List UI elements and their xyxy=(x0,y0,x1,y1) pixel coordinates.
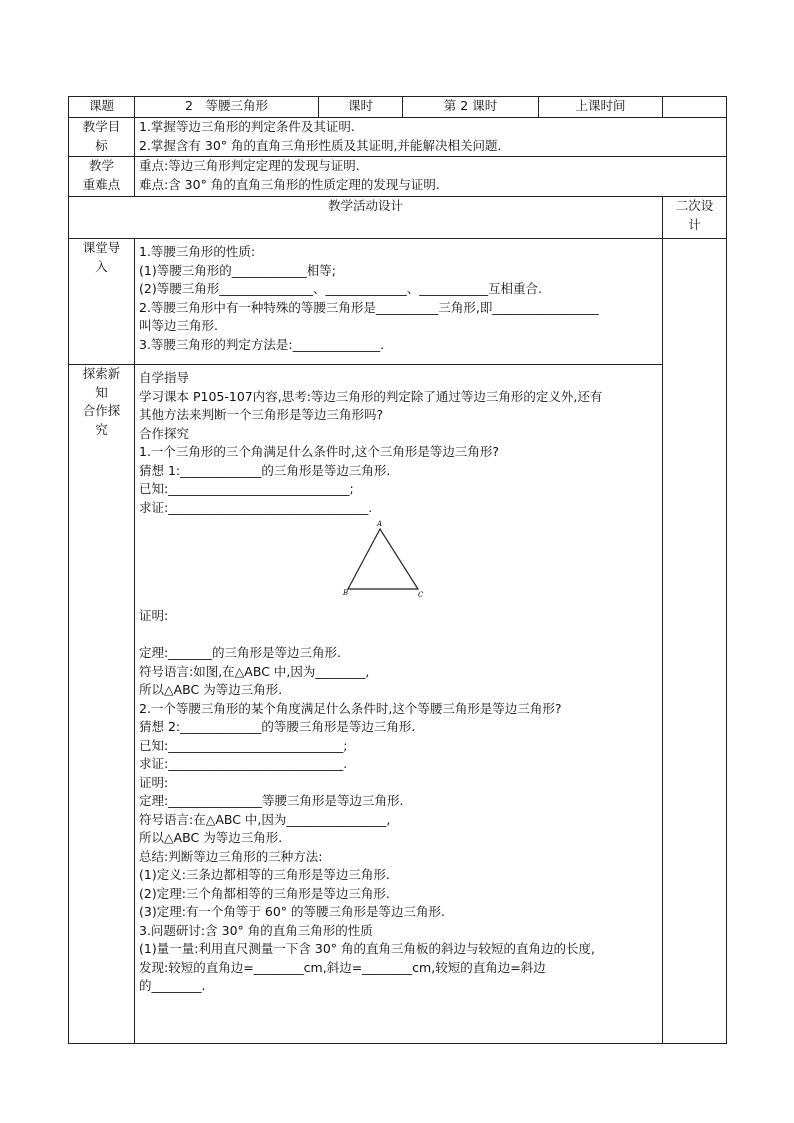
course-value: 2 等腰三角形 xyxy=(135,97,319,118)
design-header-row xyxy=(69,197,727,239)
key-points-label: 教学 重难点 xyxy=(69,157,135,197)
course-label: 课题 xyxy=(69,97,135,118)
design-title: 教学活动设计 xyxy=(69,197,663,239)
explore-label: 探索新 知 合作探 究 xyxy=(69,365,135,1044)
time-value xyxy=(663,97,727,118)
key-points-content: 重点:等边三角形判定定理的发现与证明. 难点:含 30° 角的直角三角形的性质定理的发现与证明. xyxy=(135,157,727,197)
hours-value: 第 2 课时 xyxy=(403,97,539,118)
explore-row xyxy=(69,365,727,1044)
vertex-c-label: C xyxy=(418,591,424,599)
header-row xyxy=(69,97,727,118)
second-design-cell xyxy=(663,239,727,1044)
objectives-row xyxy=(69,118,727,157)
objectives-label: 教学目 标 xyxy=(69,118,135,157)
lesson-plan-table xyxy=(68,96,727,1044)
key-points-row xyxy=(69,157,727,197)
intro-content: 1.等腰三角形的性质: (1)等腰三角形的____________相等; (2)等腰三角形_______________、_____________、___________互相重合. 2.等腰三角形中有一种特殊的等腰三角形是__________三角形,即_________________ 叫等边三角形. 3.等腰三角形的判定方法是:______________. xyxy=(135,239,663,365)
time-label: 上课时间 xyxy=(539,97,663,118)
objectives-content: 1.掌握等边三角形的判定条件及其证明. 2.掌握含有 30° 角的直角三角形性质及其证明,并能解决相关问题. xyxy=(135,118,727,157)
triangle-abc-figure xyxy=(344,517,434,599)
vertex-b-label: B xyxy=(343,589,349,597)
intro-label: 课堂导 入 xyxy=(69,239,135,365)
explore-content: 自学指导 学习课本 P105-107内容,思考:等边三角形的判定除了通过等边三角形的定义外,还有 其他方法来判断一个三角形是等边三角形吗? 合作探究 1.一个三角形的三个角满足什么条件时,这个三角形是等边三角形? 猜想 1:_____________的三角形是等边三角形. 已知:_____________________________; 求证:________________________________. A B C 证明: 定理:_______的三角形是等边三角形. 符号语言:如图,在△ABC 中,因为________, 所以△ABC 为等边三角形. 2.一个等腰三角形的某个角度满足什么条件时,这个等腰三角形是等边三角形? 猜想 2:_____________的等腰三角形是等边三角形. 已知:____________________________; 求证:____________________________. 证明: 定理:_______________等腰三角形是等边三角形. 符号语言:在△ABC 中,因为________________, 所以△ABC 为等边三角形. 总结:判断等边三角形的三种方法: (1)定义:三条边都相等的三角形是等边三角形. (2)定理:三个角都相等的三角形是等边三角形. (3)定理:有一个角等于 60° 的等腰三角形是等边三角形. 3.问题研讨:含 30° 角的直角三角形的性质 (1)量一量:利用直尺测量一下含 30° 角的直角三角板的斜边与较短的直角边的长度, 发现:较短的直角边=________cm,斜边=________cm,较短的直角边=斜边 的________. xyxy=(135,365,663,1044)
second-design-label: 二次设 计 xyxy=(663,197,727,239)
vertex-a-label: A xyxy=(377,520,383,528)
hours-label: 课时 xyxy=(319,97,403,118)
intro-row xyxy=(69,239,727,365)
